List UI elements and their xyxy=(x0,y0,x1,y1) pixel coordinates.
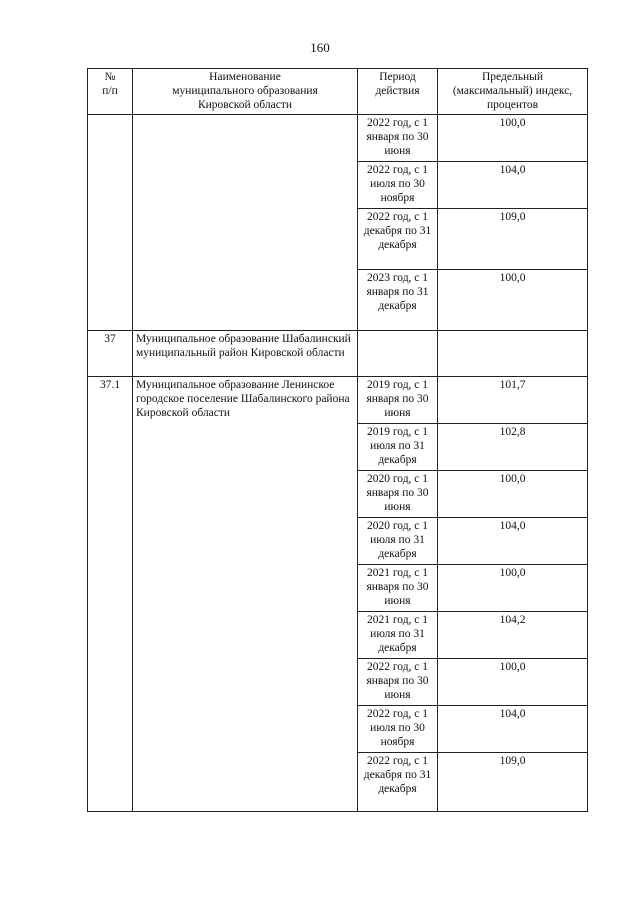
index-cell: 100,0 xyxy=(438,270,588,331)
period-cell: 2023 год, с 1 января по 31 декабря xyxy=(358,270,438,331)
index-cell: 104,2 xyxy=(438,612,588,659)
table-row xyxy=(88,331,588,377)
header-name: Наименование муниципального образования Кировской области xyxy=(133,69,358,115)
index-cell: 104,0 xyxy=(438,706,588,753)
cont-num-cell xyxy=(88,115,133,331)
municipality-name: Муниципальное образование Шабалинский муниципальный район Кировской области xyxy=(133,331,358,377)
period-cell: 2021 год, с 1 июля по 31 декабря xyxy=(358,612,438,659)
cont-name-cell xyxy=(133,115,358,331)
period-cell: 2021 год, с 1 января по 30 июня xyxy=(358,565,438,612)
period-cell: 2020 год, с 1 июля по 31 декабря xyxy=(358,518,438,565)
period-cell: 2019 год, с 1 июля по 31 декабря xyxy=(358,424,438,471)
table-row xyxy=(88,377,588,424)
index-cell: 109,0 xyxy=(438,753,588,812)
index-cell: 100,0 xyxy=(438,115,588,162)
period-cell: 2022 год, с 1 января по 30 июня xyxy=(358,115,438,162)
period-cell: 2022 год, с 1 декабря по 31 декабря xyxy=(358,209,438,270)
index-cell xyxy=(438,331,588,377)
index-cell: 109,0 xyxy=(438,209,588,270)
header-period: Период действия xyxy=(358,69,438,115)
index-cell: 101,7 xyxy=(438,377,588,424)
period-cell: 2022 год, с 1 июля по 30 ноября xyxy=(358,706,438,753)
period-cell: 2022 год, с 1 июля по 30 ноября xyxy=(358,162,438,209)
row-number: 37 xyxy=(88,331,133,377)
period-cell xyxy=(358,331,438,377)
table-header-row xyxy=(88,69,588,115)
tariff-index-table xyxy=(87,68,588,812)
period-cell: 2019 год, с 1 января по 30 июня xyxy=(358,377,438,424)
index-cell: 104,0 xyxy=(438,162,588,209)
period-cell: 2022 год, с 1 января по 30 июня xyxy=(358,659,438,706)
index-cell: 100,0 xyxy=(438,659,588,706)
row-number: 37.1 xyxy=(88,377,133,812)
index-cell: 100,0 xyxy=(438,471,588,518)
page-number: 160 xyxy=(310,40,330,55)
period-cell: 2022 год, с 1 декабря по 31 декабря xyxy=(358,753,438,812)
index-cell: 100,0 xyxy=(438,565,588,612)
period-cell: 2020 год, с 1 января по 30 июня xyxy=(358,471,438,518)
municipality-name: Муниципальное образование Ленинское городское поселение Шабалинского района Кировской области xyxy=(133,377,358,812)
header-num: № п/п xyxy=(88,69,133,115)
table-row xyxy=(88,115,588,162)
header-index: Предельный (максимальный) индекс, процентов xyxy=(438,69,588,115)
index-cell: 104,0 xyxy=(438,518,588,565)
index-cell: 102,8 xyxy=(438,424,588,471)
